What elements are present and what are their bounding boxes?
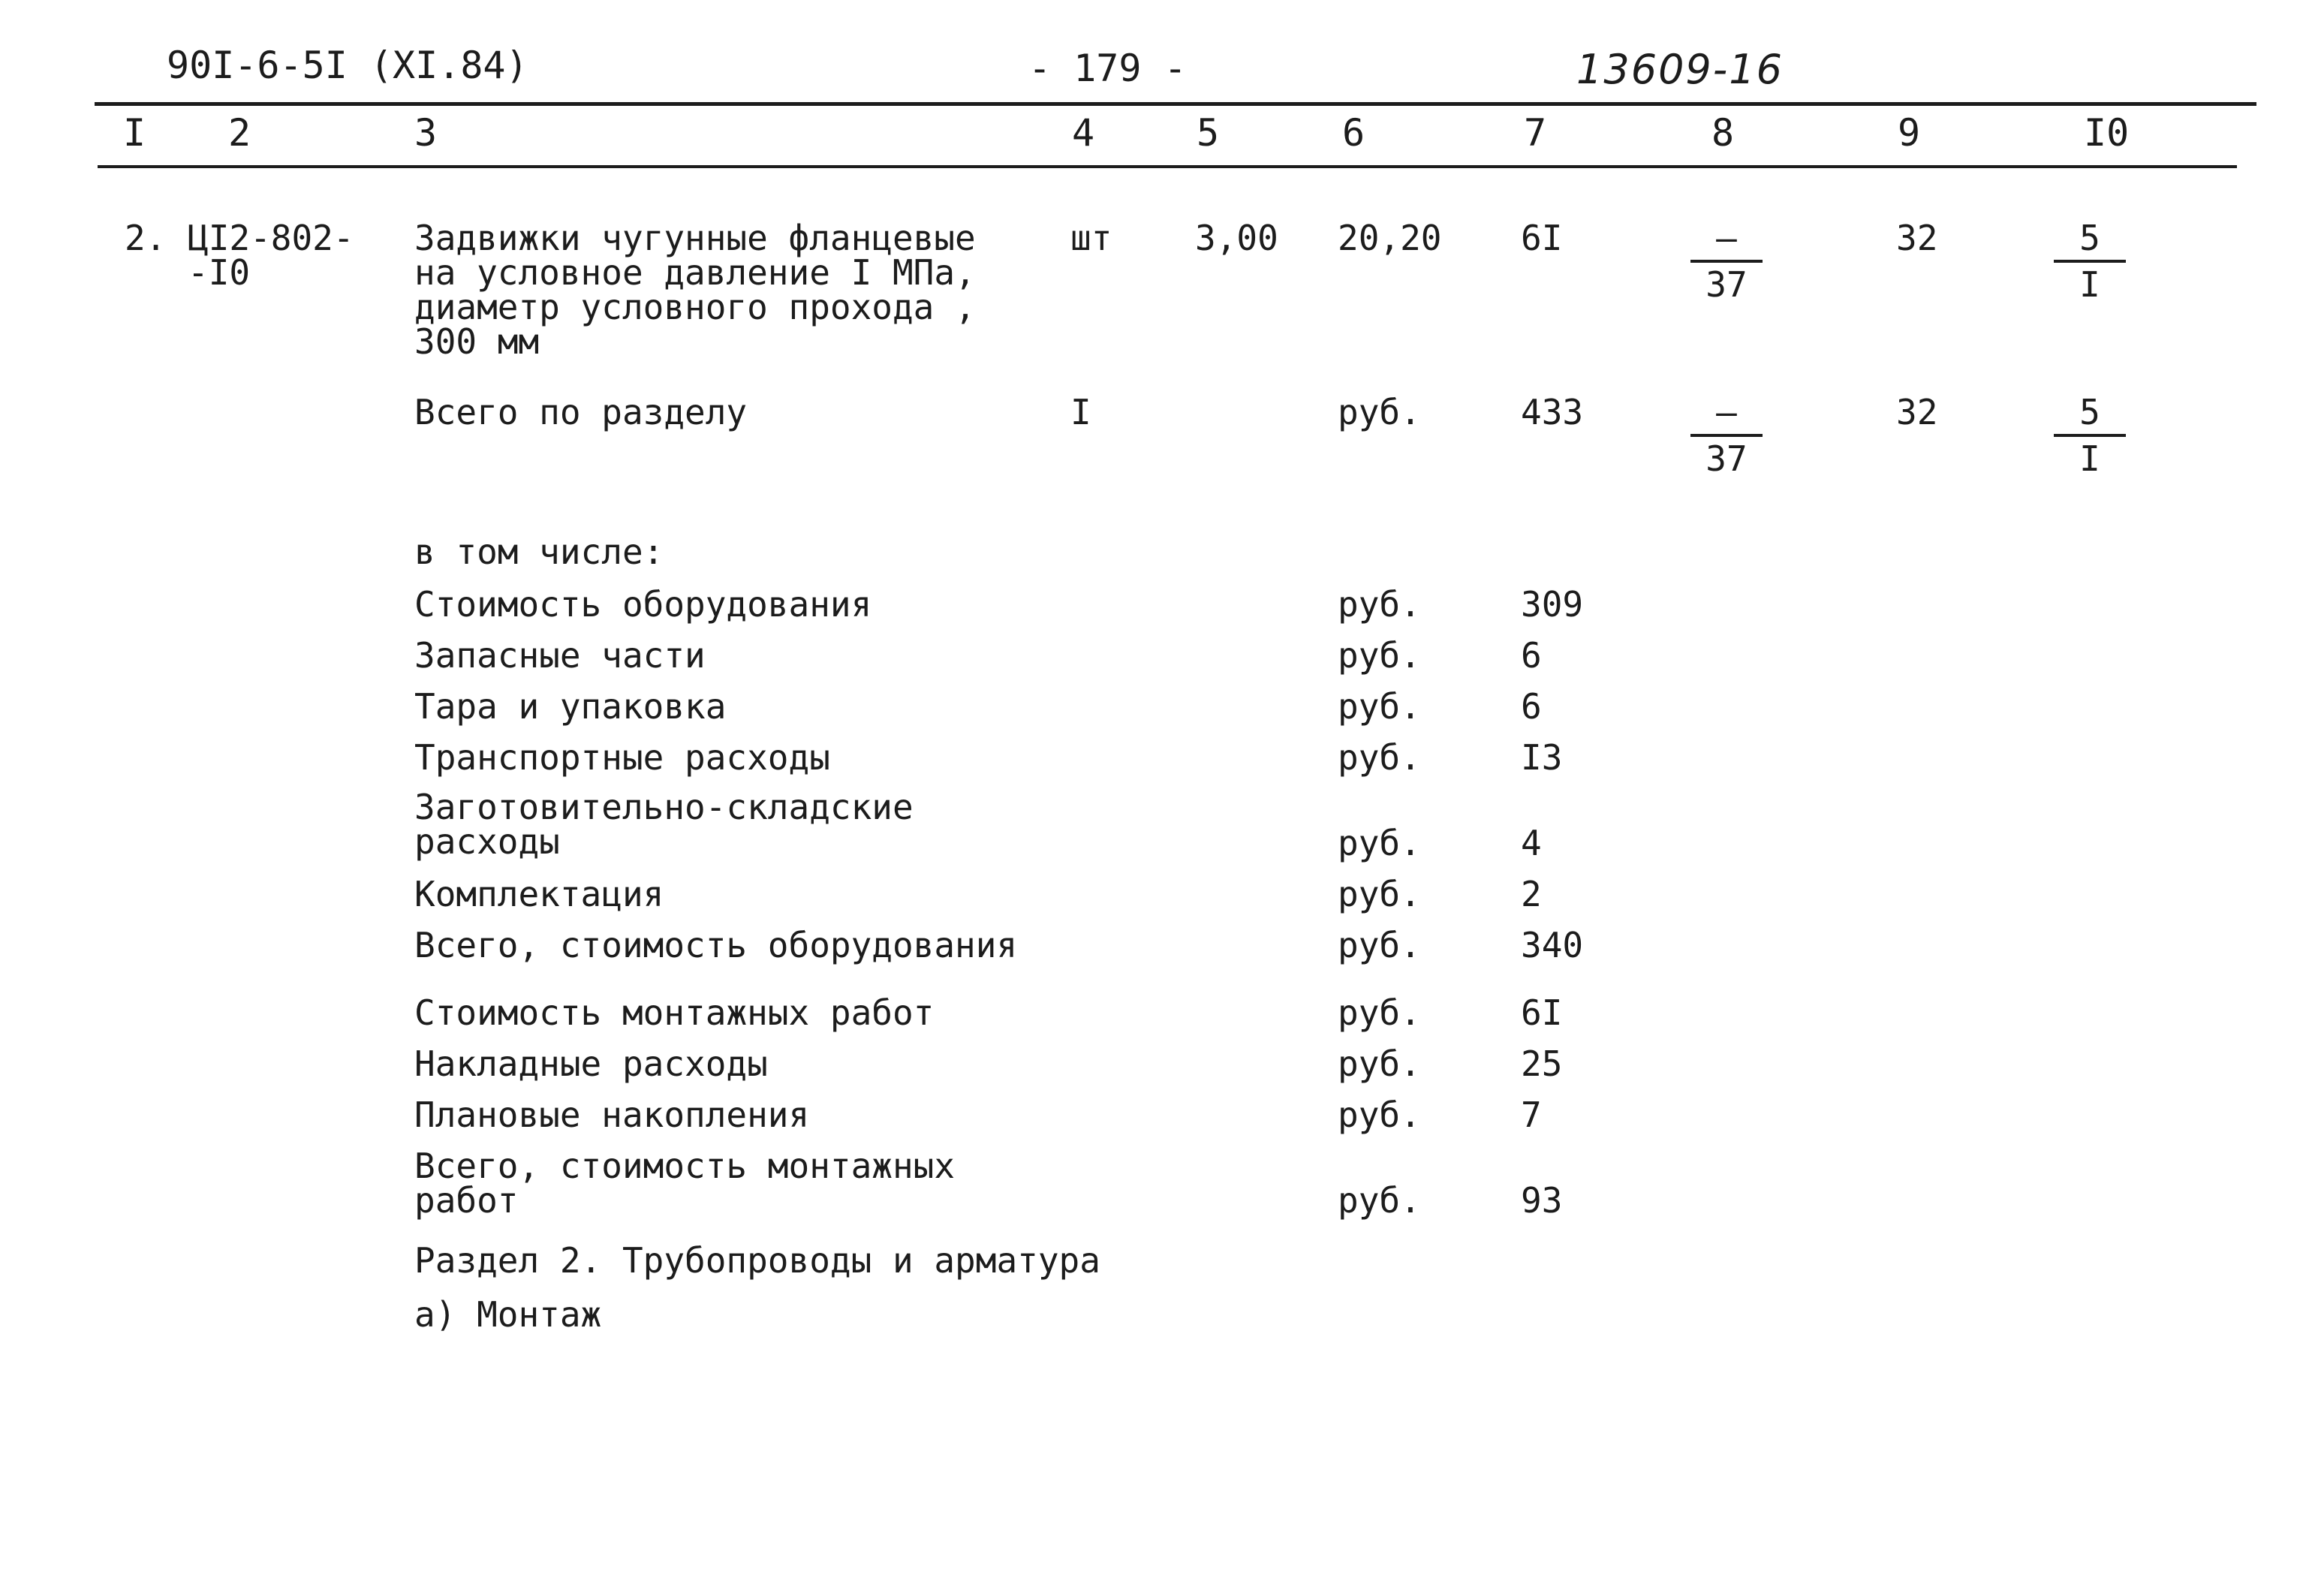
column-header-2: 2	[228, 111, 251, 155]
breakdown-value: 340	[1521, 925, 1584, 965]
breakdown-unit: руб.	[1338, 635, 1421, 676]
breakdown-unit: руб.	[1338, 737, 1421, 778]
fraction-bar	[1690, 260, 1763, 263]
breakdown-unit: руб.	[1338, 1180, 1421, 1221]
breakdown-label: Всего, стоимость оборудования	[414, 925, 1018, 965]
item-code: ЦI2-802-	[188, 218, 354, 258]
item-name-line: Задвижки чугунные фланцевые	[414, 218, 976, 258]
column-header-7: 7	[1524, 111, 1547, 155]
document-code: 90I-6-5I (XI.84)	[167, 44, 528, 87]
column-header-6: 6	[1342, 111, 1365, 155]
column-header-5: 5	[1197, 111, 1220, 155]
breakdown-label-continued: работ	[414, 1180, 519, 1221]
breakdown-label: Комплектация	[414, 874, 664, 914]
breakdown-unit: руб.	[1338, 1043, 1421, 1084]
item-name-line: на условное давление I МПа,	[414, 252, 976, 293]
table-top-rule	[95, 102, 2256, 106]
breakdown-label: Стоимость оборудования	[414, 584, 872, 625]
fraction-denominator: I	[2079, 264, 2100, 305]
fraction-denominator: 37	[1705, 438, 1748, 479]
including-label: в том числе:	[414, 531, 664, 572]
fraction-bar	[2054, 260, 2126, 263]
section-total-count: I	[1070, 392, 1091, 432]
item-column-8-fraction	[1690, 218, 1763, 305]
section-total-column-9: 32	[1896, 392, 1938, 432]
breakdown-label-continued: расходы	[414, 821, 560, 862]
breakdown-value: I3	[1521, 737, 1563, 778]
fraction-denominator: 37	[1705, 264, 1748, 305]
breakdown-label: Тара и упаковка	[414, 686, 727, 727]
item-name-line: диаметр условного прохода ,	[414, 287, 976, 327]
breakdown-label: Заготовительно-складские	[414, 787, 914, 827]
item-column-10-fraction	[2054, 218, 2126, 305]
column-header-8: 8	[1711, 111, 1735, 155]
item-number: 2.	[125, 218, 167, 258]
column-header-4: 4	[1072, 111, 1095, 155]
breakdown-label: Плановые накопления	[414, 1095, 810, 1135]
breakdown-label: Всего, стоимость монтажных	[414, 1146, 956, 1186]
item-unit-price: 20,20	[1338, 218, 1442, 258]
table-header-rule	[98, 165, 2237, 168]
fraction-bar	[1690, 434, 1763, 437]
item-total: 6I	[1521, 218, 1563, 258]
breakdown-value: 309	[1521, 584, 1584, 625]
column-header-9: 9	[1898, 111, 1921, 155]
breakdown-value: 6I	[1521, 992, 1563, 1033]
item-column-9: 32	[1896, 218, 1938, 258]
breakdown-unit: руб.	[1338, 823, 1421, 863]
breakdown-value: 93	[1521, 1180, 1563, 1221]
fraction-denominator: I	[2079, 438, 2100, 479]
item-unit: шт	[1070, 218, 1112, 258]
section-total-amount: 433	[1521, 392, 1584, 432]
item-quantity: 3,00	[1195, 218, 1278, 258]
column-header-1: I	[123, 111, 146, 155]
breakdown-value: 6	[1521, 635, 1542, 676]
breakdown-unit: руб.	[1338, 925, 1421, 965]
inventory-number: 13609-16	[1576, 46, 1784, 93]
fraction-numerator: 5	[2079, 392, 2100, 432]
item-name-line: 300 мм	[414, 321, 540, 362]
fraction-bar	[2054, 434, 2126, 437]
section-total-label: Всего по разделу	[414, 392, 748, 432]
breakdown-unit: руб.	[1338, 686, 1421, 727]
next-section-subtitle: а) Монтаж	[414, 1294, 602, 1335]
page-number: - 179 -	[1028, 47, 1187, 90]
column-header-3: 3	[414, 111, 438, 155]
breakdown-label: Запасные части	[414, 635, 706, 676]
breakdown-value: 4	[1521, 823, 1542, 863]
breakdown-label: Транспортные расходы	[414, 737, 830, 778]
breakdown-label: Стоимость монтажных работ	[414, 992, 935, 1033]
section-total-column-8-fraction	[1690, 392, 1763, 479]
next-section-title: Раздел 2. Трубопроводы и арматура	[414, 1240, 1100, 1281]
section-total-column-10-fraction	[2054, 392, 2126, 479]
breakdown-value: 6	[1521, 686, 1542, 727]
fraction-numerator: 5	[2079, 218, 2100, 258]
fraction-numerator: –	[1716, 392, 1737, 432]
breakdown-value: 7	[1521, 1095, 1542, 1135]
breakdown-unit: руб.	[1338, 992, 1421, 1033]
breakdown-label: Накладные расходы	[414, 1043, 768, 1084]
breakdown-unit: руб.	[1338, 1095, 1421, 1135]
breakdown-value: 2	[1521, 874, 1542, 914]
section-total-unit: руб.	[1338, 392, 1421, 432]
item-code-continued: -I0	[188, 252, 251, 293]
breakdown-value: 25	[1521, 1043, 1563, 1084]
breakdown-unit: руб.	[1338, 584, 1421, 625]
breakdown-unit: руб.	[1338, 874, 1421, 914]
column-header-10: I0	[2084, 111, 2130, 155]
fraction-numerator: –	[1716, 218, 1737, 258]
